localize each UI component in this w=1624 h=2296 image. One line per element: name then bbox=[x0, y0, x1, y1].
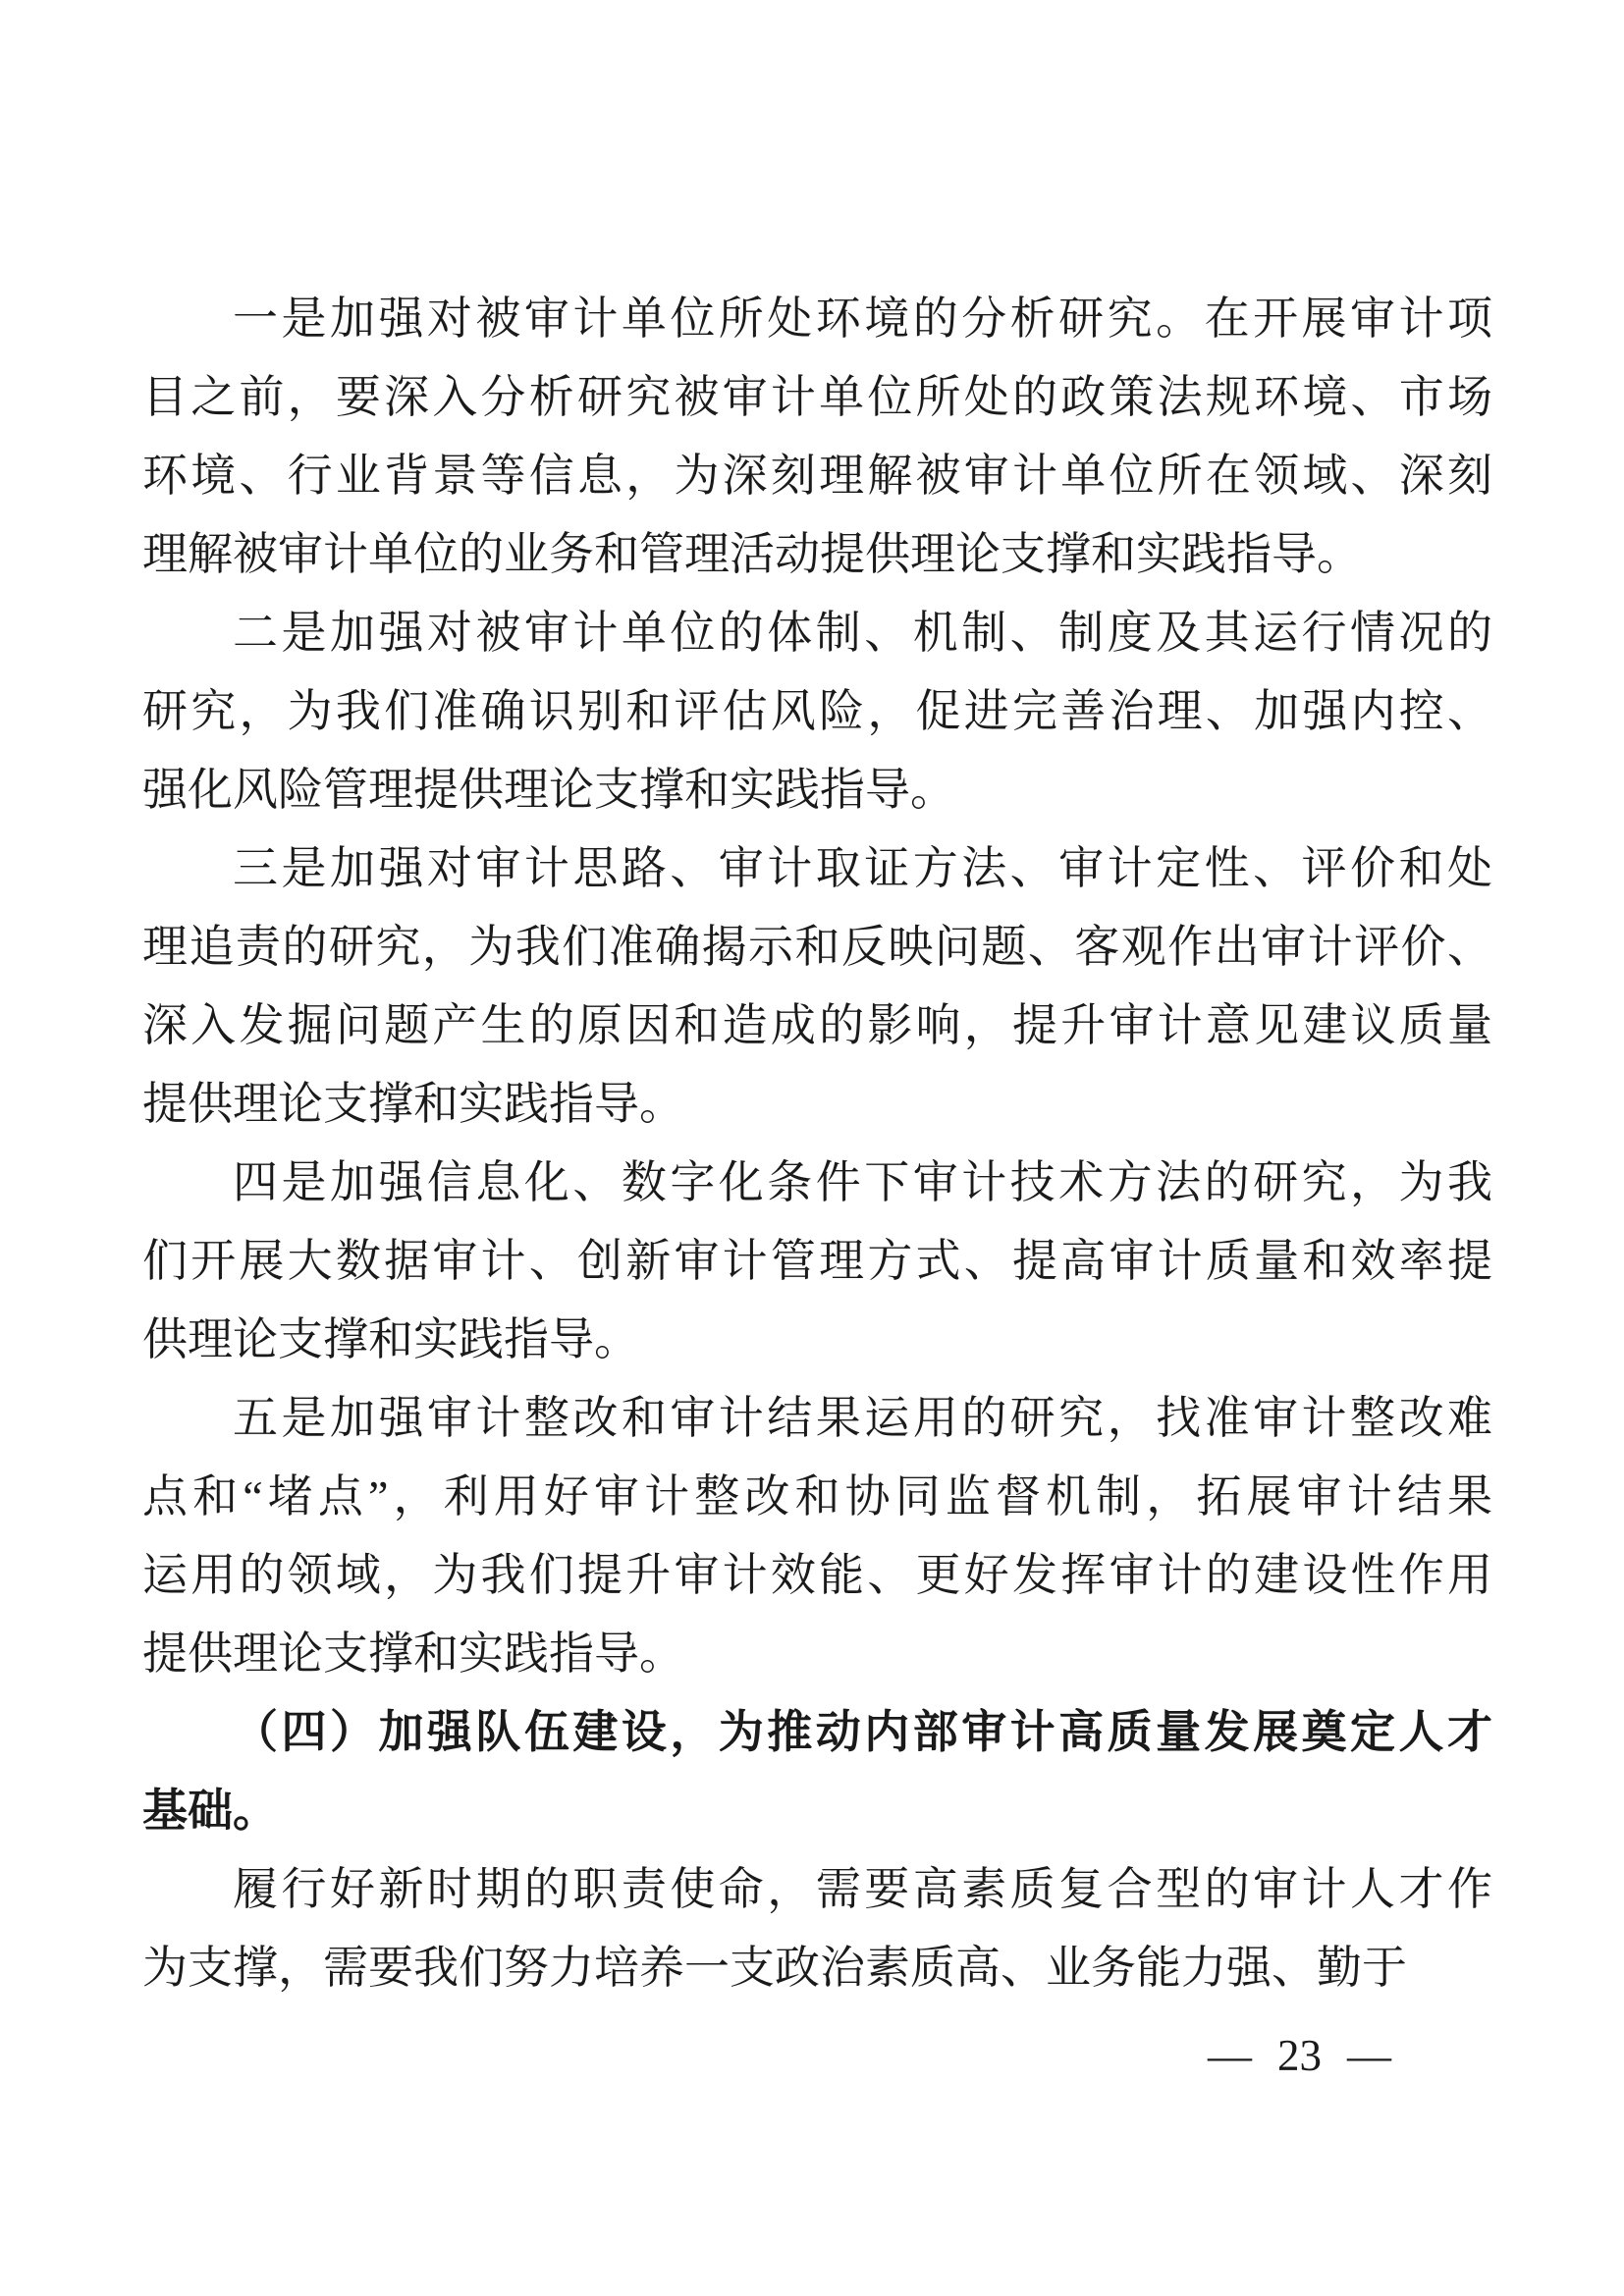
text-line: 供理论支撑和实践指导。 bbox=[142, 1314, 639, 1364]
text-line: 提供理论支撑和实践指导。 bbox=[142, 1079, 684, 1129]
text-line: 点和“堵点”，利用好审计整改和协同监督机制，拓展审计结果 bbox=[142, 1471, 1492, 1522]
paragraph bbox=[142, 1379, 1492, 1693]
paragraph bbox=[142, 1144, 1492, 1379]
text-line: 运用的领域，为我们提升审计效能、更好发挥审计的建设性作用 bbox=[142, 1550, 1492, 1600]
paragraph bbox=[142, 594, 1492, 829]
text-line: 研究，为我们准确识别和评估风险，促进完善治理、加强内控、 bbox=[142, 686, 1492, 736]
paragraph bbox=[142, 829, 1492, 1144]
text-line: 履行好新时期的职责使命，需要高素质复合型的审计人才作 bbox=[233, 1864, 1492, 1914]
text-line: 理解被审计单位的业务和管理活动提供理论支撑和实践指导。 bbox=[142, 529, 1362, 579]
page-footer bbox=[1208, 2031, 1391, 2080]
text-line: （四）加强队伍建设，为推动内部审计高质量发展奠定人才 bbox=[233, 1707, 1492, 1757]
text-line: 环境、行业背景等信息，为深刻理解被审计单位所在领域、深刻 bbox=[142, 451, 1492, 501]
text-line: 基础。 bbox=[142, 1786, 278, 1836]
text-line: 目之前，要深入分析研究被审计单位所处的政策法规环境、市场 bbox=[142, 372, 1492, 422]
footer-dash-right: — bbox=[1347, 2031, 1391, 2080]
text-line: 们开展大数据审计、创新审计管理方式、提高审计质量和效率提 bbox=[142, 1236, 1492, 1286]
text-line: 二是加强对被审计单位的体制、机制、制度及其运行情况的 bbox=[233, 608, 1492, 658]
document-body bbox=[142, 280, 1492, 2007]
paragraph bbox=[142, 280, 1492, 594]
paragraph bbox=[142, 1850, 1492, 2007]
page-number: 23 bbox=[1277, 2031, 1322, 2080]
text-line: 理追责的研究，为我们准确揭示和反映问题、客观作出审计评价、 bbox=[142, 922, 1492, 972]
text-line: 提供理论支撑和实践指导。 bbox=[142, 1629, 684, 1679]
footer-dash-left: — bbox=[1208, 2031, 1252, 2080]
text-line: 深入发掘问题产生的原因和造成的影响，提升审计意见建议质量 bbox=[142, 1000, 1492, 1050]
text-line: 强化风险管理提供理论支撑和实践指导。 bbox=[142, 765, 955, 815]
text-line: 三是加强对审计思路、审计取证方法、审计定性、评价和处 bbox=[233, 843, 1492, 893]
text-line: 为支撑，需要我们努力培养一支政治素质高、业务能力强、勤于 bbox=[142, 1943, 1407, 1993]
text-line: 一是加强对被审计单位所处环境的分析研究。在开展审计项 bbox=[233, 294, 1492, 344]
text-line: 四是加强信息化、数字化条件下审计技术方法的研究，为我 bbox=[233, 1157, 1492, 1207]
section-heading bbox=[142, 1693, 1492, 1850]
text-line: 五是加强审计整改和审计结果运用的研究，找准审计整改难 bbox=[233, 1393, 1492, 1443]
